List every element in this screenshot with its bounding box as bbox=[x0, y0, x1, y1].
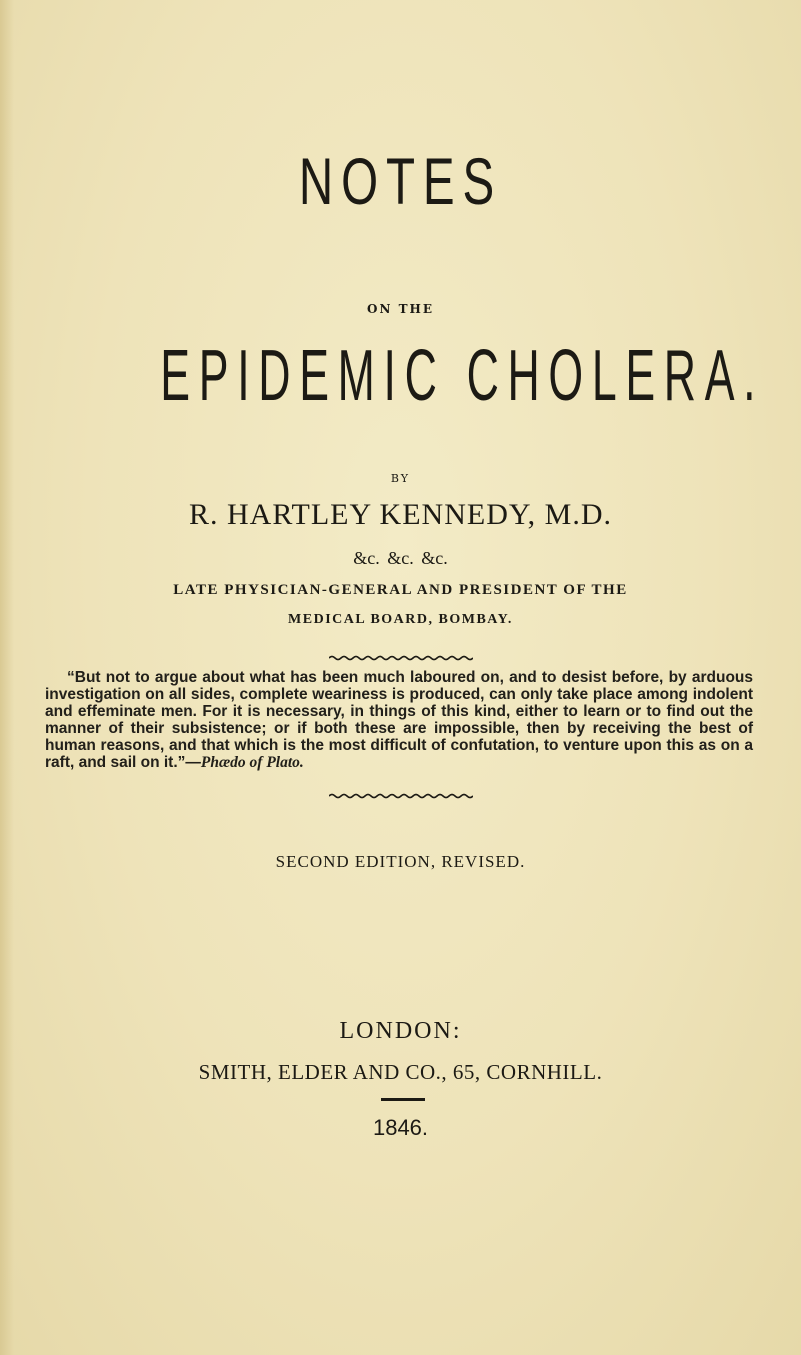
epigraph-text: “But not to argue about what has been much laboured on, and to desist before, by arduous investigation on all sides, complete weariness is produced, can only take place among indolent and effeminate men. For it is necessary, in things of this kind, either to learn or to find out the manner of their subsistence; or if both these are impossible, then by receiving the best of human reasons, and that which is the most difficult of confutation, to venture upon this as on a raft, and sail on it.”— bbox=[45, 669, 753, 771]
publication-place: LONDON: bbox=[339, 1018, 462, 1044]
epigraph-quote bbox=[45, 669, 753, 771]
publisher: SMITH, ELDER AND CO., 65, CORNHILL. bbox=[198, 1060, 603, 1084]
author-etc: &c. &c. &c. bbox=[353, 548, 448, 568]
title-main: EPIDEMIC CHOLERA. bbox=[160, 336, 765, 416]
title-notes: NOTES bbox=[298, 144, 503, 218]
short-rule bbox=[381, 1098, 425, 1101]
author-position-line-1: LATE PHYSICIAN-GENERAL AND PRESIDENT OF THE bbox=[173, 582, 628, 598]
epigraph-source: Phædo of Plato. bbox=[200, 754, 304, 771]
wavy-rule-top bbox=[329, 654, 473, 662]
edition-statement: SECOND EDITION, REVISED. bbox=[275, 852, 526, 871]
title-connector: ON THE bbox=[366, 302, 434, 316]
by-label: BY bbox=[390, 472, 411, 485]
page-binding-shadow bbox=[0, 0, 14, 1355]
author-position-line-2: MEDICAL BOARD, BOMBAY. bbox=[288, 612, 513, 627]
publication-year: 1846. bbox=[372, 1115, 429, 1140]
wavy-rule-bottom bbox=[329, 792, 473, 800]
author-name: R. HARTLEY KENNEDY, M.D. bbox=[188, 498, 613, 531]
